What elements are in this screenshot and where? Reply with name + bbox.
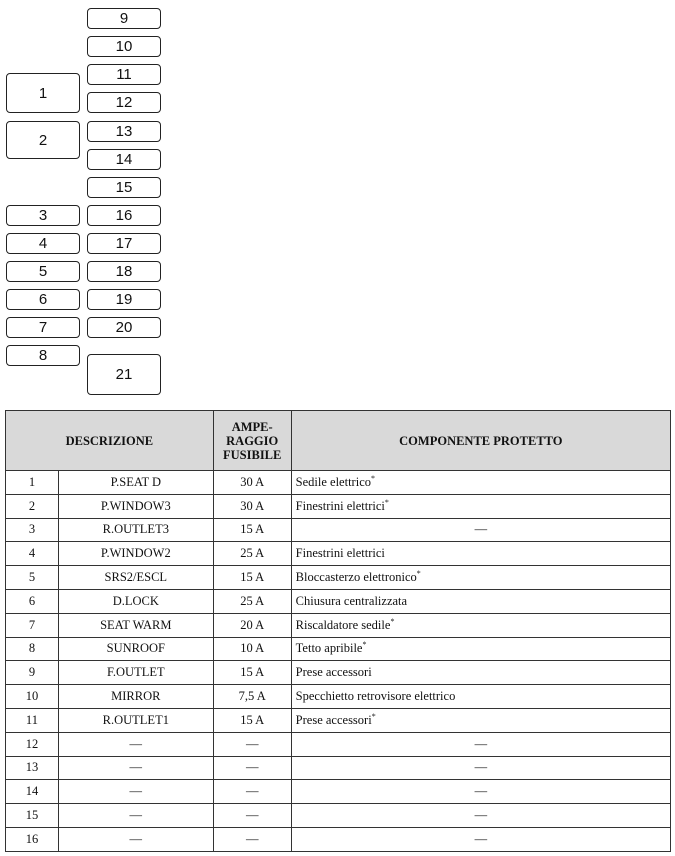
footnote-asterisk: *: [371, 473, 375, 483]
fuse-label: 8: [38, 347, 48, 364]
fuse-amperage: 15 A: [213, 566, 291, 590]
fuse-amperage: 20 A: [213, 613, 291, 637]
fuse-2: [6, 121, 80, 159]
fuse-number: 6: [6, 589, 59, 613]
protected-component: [291, 566, 670, 590]
fuse-label: 7: [38, 319, 48, 336]
fuse-amperage: 15 A: [213, 708, 291, 732]
fuse-label: 14: [115, 151, 133, 168]
footnote-asterisk: *: [416, 568, 421, 578]
table-row: [6, 708, 671, 732]
fuse-label: 4: [38, 235, 48, 252]
fuse-description: —: [58, 732, 213, 756]
protected-component: [291, 661, 670, 685]
fuse-description: —: [58, 756, 213, 780]
fuse-amperage: 15 A: [213, 661, 291, 685]
table-row: [6, 685, 671, 709]
fuse-7: [6, 317, 80, 338]
fuse-11: [87, 64, 161, 85]
fuse-3: [6, 205, 80, 226]
protected-component: [291, 756, 670, 780]
fuse-8: [6, 345, 80, 366]
fuse-label: 12: [115, 94, 133, 111]
table-row: [6, 566, 671, 590]
fuse-amperage: —: [213, 804, 291, 828]
protected-component-text: Finestrini elettrici: [295, 498, 385, 513]
protected-component-text: —: [474, 808, 488, 823]
protected-component-text: Prese accessori: [295, 665, 372, 680]
footnote-asterisk: *: [362, 640, 367, 650]
fuse-description: F.OUTLET: [58, 661, 213, 685]
table-row: [6, 471, 671, 495]
protected-component: [291, 542, 670, 566]
fuse-amperage: 30 A: [213, 471, 291, 495]
fuse-amperage: —: [213, 780, 291, 804]
protected-component-text: Chiusura centralizzata: [295, 593, 408, 608]
fuse-number: 15: [6, 804, 59, 828]
fuse-label: 6: [38, 291, 48, 308]
fuse-amperage: 30 A: [213, 494, 291, 518]
fuse-label: 21: [115, 366, 133, 383]
protected-component-text: —: [474, 784, 488, 799]
fuse-number: 14: [6, 780, 59, 804]
fuse-4: [6, 233, 80, 254]
fuse-number: 16: [6, 827, 59, 851]
fuse-label: 19: [115, 291, 133, 308]
protected-component: [291, 589, 670, 613]
fuse-label: 15: [115, 179, 133, 196]
fuse-description: P.SEAT D: [58, 471, 213, 495]
protected-component-text: —: [474, 522, 488, 537]
protected-component: [291, 518, 670, 542]
fuse-description: P.WINDOW2: [58, 542, 213, 566]
header-amperaggio-line1: AMPE-: [231, 419, 273, 434]
protected-component: [291, 780, 670, 804]
fuse-number: 13: [6, 756, 59, 780]
protected-component: [291, 708, 670, 732]
fuse-16: [87, 205, 161, 226]
fuse-label: 17: [115, 235, 133, 252]
footnote-asterisk: *: [371, 711, 376, 721]
protected-component-text: Bloccasterzo elettronico: [295, 570, 417, 585]
fuse-amperage: 25 A: [213, 542, 291, 566]
fuse-17: [87, 233, 161, 254]
protected-component-text: —: [474, 831, 488, 846]
fuse-label: 16: [115, 207, 133, 224]
table-row: [6, 756, 671, 780]
fuse-number: 10: [6, 685, 59, 709]
fuse-amperage: —: [213, 732, 291, 756]
fuse-description: D.LOCK: [58, 589, 213, 613]
fuse-label: 1: [38, 84, 48, 102]
fuse-1: [6, 73, 80, 113]
protected-component-text: Sedile elettrico: [295, 474, 371, 489]
fuse-number: 5: [6, 566, 59, 590]
fuse-description: —: [58, 804, 213, 828]
protected-component: [291, 471, 670, 495]
table-row: [6, 518, 671, 542]
protected-component: [291, 827, 670, 851]
fuse-20: [87, 317, 161, 338]
table-header-row: [6, 411, 671, 471]
header-amperaggio-line2: RAGGIO: [226, 433, 279, 448]
fuse-label: 2: [38, 131, 48, 149]
fuse-number: 3: [6, 518, 59, 542]
fuse-amperage: —: [213, 827, 291, 851]
fuse-6: [6, 289, 80, 310]
fuse-13: [87, 121, 161, 142]
protected-component: [291, 685, 670, 709]
fuse-description: P.WINDOW3: [58, 494, 213, 518]
fuse-table: [5, 410, 671, 852]
fuse-description: R.OUTLET1: [58, 708, 213, 732]
fuse-amperage: —: [213, 756, 291, 780]
protected-component: [291, 613, 670, 637]
fuse-description: —: [58, 780, 213, 804]
fuse-label: 11: [116, 66, 132, 83]
protected-component-text: Finestrini elettrici: [295, 546, 385, 561]
table-row: [6, 732, 671, 756]
fuse-label: 13: [115, 123, 133, 140]
protected-component: [291, 732, 670, 756]
table-row: [6, 589, 671, 613]
fuse-label: 20: [115, 319, 133, 336]
fuse-amperage: 10 A: [213, 637, 291, 661]
header-amperaggio-line3: FUSIBILE: [223, 447, 282, 462]
fuse-description: SRS2/ESCL: [58, 566, 213, 590]
footnote-asterisk: *: [384, 497, 389, 507]
fuse-description: —: [58, 827, 213, 851]
fuse-19: [87, 289, 161, 310]
fuse-description: MIRROR: [58, 685, 213, 709]
fuse-15: [87, 177, 161, 198]
fuse-number: 2: [6, 494, 59, 518]
fuse-number: 12: [6, 732, 59, 756]
fuse-amperage: 7,5 A: [213, 685, 291, 709]
header-descrizione: DESCRIZIONE: [6, 411, 214, 471]
fuse-number: 8: [6, 637, 59, 661]
fuse-label: 9: [119, 10, 129, 27]
fuse-12: [87, 92, 161, 113]
fuse-number: 1: [6, 471, 59, 495]
fuse-amperage: 25 A: [213, 589, 291, 613]
table-row: [6, 780, 671, 804]
fuse-description: SUNROOF: [58, 637, 213, 661]
protected-component-text: Specchietto retrovisore elettrico: [295, 689, 456, 704]
fuse-description: R.OUTLET3: [58, 518, 213, 542]
table-row: [6, 494, 671, 518]
footnote-asterisk: *: [390, 616, 395, 626]
table-row: [6, 827, 671, 851]
fuse-description: SEAT WARM: [58, 613, 213, 637]
table-row: [6, 637, 671, 661]
fuse-label: 18: [115, 263, 133, 280]
protected-component-text: Riscaldatore sedile: [295, 617, 391, 632]
fuse-14: [87, 149, 161, 170]
protected-component-text: —: [474, 760, 488, 775]
fuse-label: 5: [38, 263, 48, 280]
header-amperaggio: [213, 411, 291, 471]
table-row: [6, 804, 671, 828]
fuse-9: [87, 8, 161, 29]
protected-component: [291, 494, 670, 518]
fuse-number: 11: [6, 708, 59, 732]
table-row: [6, 613, 671, 637]
fuse-10: [87, 36, 161, 57]
protected-component-text: Tetto apribile: [295, 641, 363, 656]
fuse-5: [6, 261, 80, 282]
protected-component-text: —: [474, 736, 488, 751]
protected-component: [291, 804, 670, 828]
protected-component-text: Prese accessori: [295, 712, 372, 727]
header-componente: COMPONENTE PROTETTO: [291, 411, 670, 471]
fuse-number: 4: [6, 542, 59, 566]
fuse-number: 9: [6, 661, 59, 685]
fuse-21: [87, 354, 161, 395]
fuse-18: [87, 261, 161, 282]
fuse-label: 3: [38, 207, 48, 224]
fuse-amperage: 15 A: [213, 518, 291, 542]
fuse-label: 10: [115, 38, 133, 55]
table-row: [6, 542, 671, 566]
table-row: [6, 661, 671, 685]
protected-component: [291, 637, 670, 661]
fuse-number: 7: [6, 613, 59, 637]
